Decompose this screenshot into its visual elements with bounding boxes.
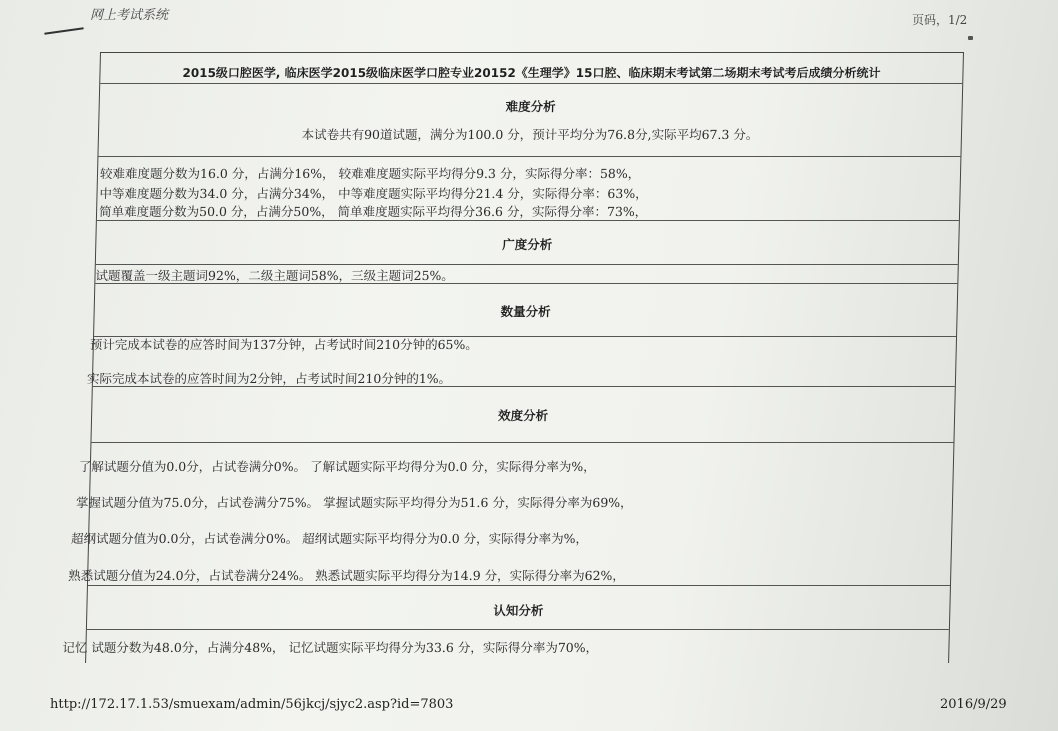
- validity-line-familiar: 熟悉试题分值为24.0分，占试卷满分24%。 熟悉试题实际平均得分为14.9 分，实际得分率为62%，: [68, 568, 626, 583]
- cognition-line-memory: 记忆 试题分数为48.0分，占满分48%， 记忆试题实际平均得分为33.6 分，实际得分率为70%，: [62, 640, 599, 655]
- quantity-line-actual: 实际完成本试卷的应答时间为2分钟，占考试时间210分钟的1%。: [86, 371, 452, 386]
- breadth-heading: 广度分析: [502, 237, 553, 252]
- validity-line-understand: 了解试题分值为0.0分，占试卷满分0%。 了解试题实际平均得分为0.0 分，实际得分率为%，: [78, 459, 596, 474]
- system-name-header: 网上考试系统: [90, 8, 169, 23]
- validity-heading: 效度分析: [497, 408, 549, 423]
- difficulty-line-medium: 中等难度题分数为34.0 分，占满分34%， 中等难度题实际平均得分21.4 分，实际得分率：63%，: [99, 186, 648, 201]
- footer-url: http://172.17.1.53/smuexam/admin/56jkcj/sjyc2.asp?id=7803: [50, 697, 454, 712]
- pen-mark: [44, 27, 84, 35]
- ink-dot: [968, 36, 973, 40]
- divider: [100, 83, 962, 84]
- report-table: [62, 52, 964, 663]
- footer-date: 2016/9/29: [940, 697, 1007, 712]
- divider: [93, 386, 955, 387]
- page-number: 页码，1/2: [912, 13, 968, 27]
- quantity-line-expected: 预计完成本试卷的应答时间为137分钟，占考试时间210分钟的65%。: [89, 337, 479, 352]
- divider: [98, 156, 960, 157]
- divider: [91, 442, 953, 443]
- validity-line-master: 掌握试题分值为75.0分，占试卷满分75%。 掌握试题实际平均得分为51.6 分，实际得分率为69%，: [75, 495, 633, 510]
- report-title: 2015级口腔医学, 临床医学2015级临床医学口腔专业20152《生理学》15口腔、临床期末考试第二场期末考试考后成绩分析统计: [182, 66, 881, 80]
- cognition-heading: 认知分析: [493, 603, 544, 618]
- difficulty-heading: 难度分析: [505, 99, 556, 114]
- difficulty-line-hard: 较难难度题分数为16.0 分，占满分16%， 较难难度题实际平均得分9.3 分，实际得分率：58%，: [99, 166, 641, 181]
- divider: [97, 220, 959, 221]
- difficulty-line-easy: 简单难度题分数为50.0 分，占满分50%， 简单难度题实际平均得分36.6 分，实际得分率：73%，: [98, 204, 648, 219]
- divider: [88, 585, 950, 586]
- divider: [96, 264, 958, 265]
- difficulty-summary: 本试卷共有90道试题，满分为100.0 分，预计平均分为76.8分,实际平均67.3 分。: [301, 127, 759, 142]
- validity-line-beyond: 超纲试题分值为0.0分，占试卷满分0%。 超纲试题实际平均得分为0.0 分，实际得分率为%，: [70, 531, 589, 546]
- divider: [87, 629, 949, 630]
- divider: [95, 283, 957, 284]
- quantity-heading: 数量分析: [500, 304, 551, 319]
- breadth-line: 试题覆盖一级主题词92%，二级主题词58%，三级主题词25%。: [95, 268, 455, 283]
